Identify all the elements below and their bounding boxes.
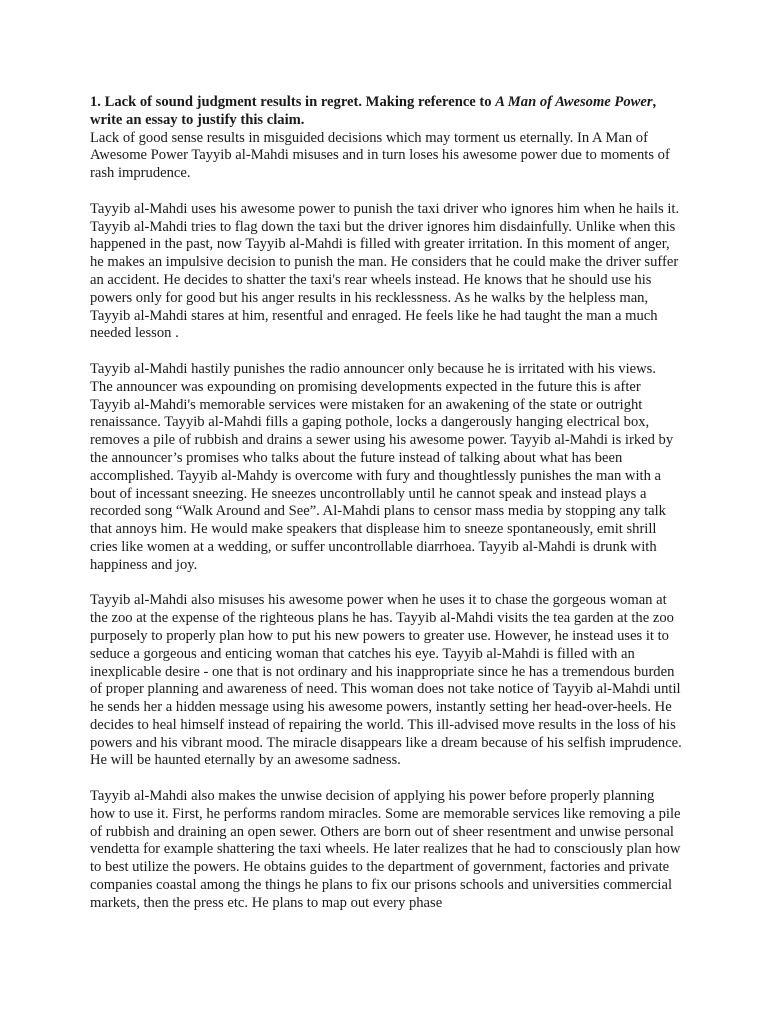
- heading-prefix: 1. Lack of sound judgment results in regret. Making reference to: [90, 94, 496, 110]
- paragraph-taxi-driver: Tayyib al-Mahdi uses his awesome power to punish the taxi driver who ignores him when he hails it. Tayyib al-Mahdi tries to flag down the taxi but the driver ignores him disdainfully. Unlike when this happened in the past, now Tayyib al-Mahdi is filled with greater irritation. In this moment of anger, he makes an impulsive decision to punish the man. He considers that he could make the driver suffer an accident. He decides to shatter the taxi's rear wheels instead. He knows that he should use his powers only for good but his anger results in his recklessness. As he walks by the helpless man, Tayyib al-Mahdi stares at him, resentful and enraged. He feels like he had taught the man a much needed lesson .: [90, 200, 680, 342]
- paragraph-zoo-woman: Tayyib al-Mahdi also misuses his awesome power when he uses it to chase the gorgeous woman at the zoo at the expense of the righteous plans he has. Tayyib al-Mahdi visits the tea garden at the zoo purposely to properly plan how to put his new powers to greater use. However, he instead uses it to seduce a gorgeous and enticing woman that catches his eye. Tayyib al-Mahdi is filled with an inexplicable desire - one that is not ordinary and his inappropriate since he has a tremendous burden of proper planning and awareness of need. This woman does not take notice of Tayyib al-Mahdi until he sends her a hidden message using his awesome powers, instantly setting her head-over-heels. He decides to heal himself instead of repairing the world. This ill-advised move results in the loss of his powers and his vibrant mood. The miracle disappears like a dream because of his selfish imprudence. He will be haunted eternally by an awesome sadness.: [90, 592, 682, 769]
- document-page: [90, 94, 682, 930]
- essay-question-heading: [90, 94, 682, 130]
- paragraph-planning: Tayyib al-Mahdi also makes the unwise decision of applying his power before properly planning how to use it. First, he performs random miracles. Some are memorable services like removing a pile of rubbish and draining an open sewer. Others are born out of sheer resentment and unwise personal vendetta for example shattering the taxi wheels. He later realizes that he had to consciously plan how to best utilize the powers. He obtains guides to the department of government, factories and private companies coastal among the things he plans to fix our prisons schools and universities commercial markets, then the press etc. He plans to map out every phase: [90, 788, 681, 911]
- book-title: A Man of Awesome Power: [495, 94, 653, 110]
- paragraph-intro: Lack of good sense results in misguided decisions which may torment us eternally. In A Man of Awesome Power Tayyib al-Mahdi misuses and in turn loses his awesome power due to moments of rash imprudence.: [90, 129, 670, 182]
- heading-suffix: , write an essay to justify this claim.: [90, 94, 657, 128]
- paragraph-radio-announcer: Tayyib al-Mahdi hastily punishes the radio announcer only because he is irritated with his views. The announcer was expounding on promising developments expected in the future this is after Tayyib al-Mahdi's memorable services were mistaken for an awakening of the state or outright renaissance. Tayyib al-Mahdi fills a gaping pothole, locks a dangerously hanging electrical box, removes a pile of rubbish and drains a sewer using his awesome power. Tayyib al-Mahdi is irked by the announcer’s promises who talks about the future instead of talking about what has been accomplished. Tayyib al-Mahdy is overcome with fury and thoughtlessly punishes the man with a bout of incessant sneezing. He sneezes uncontrollably until he cannot speak and instead plays a recorded song “Walk Around and See”. Al-Mahdi plans to censor mass media by stopping any talk that annoys him. He would make speakers that displease him to sneeze spontaneously, emit shrill cries like women at a wedding, or suffer uncontrollable diarrhoea. Tayyib al-Mahdi is drunk with happiness and joy.: [90, 360, 674, 573]
